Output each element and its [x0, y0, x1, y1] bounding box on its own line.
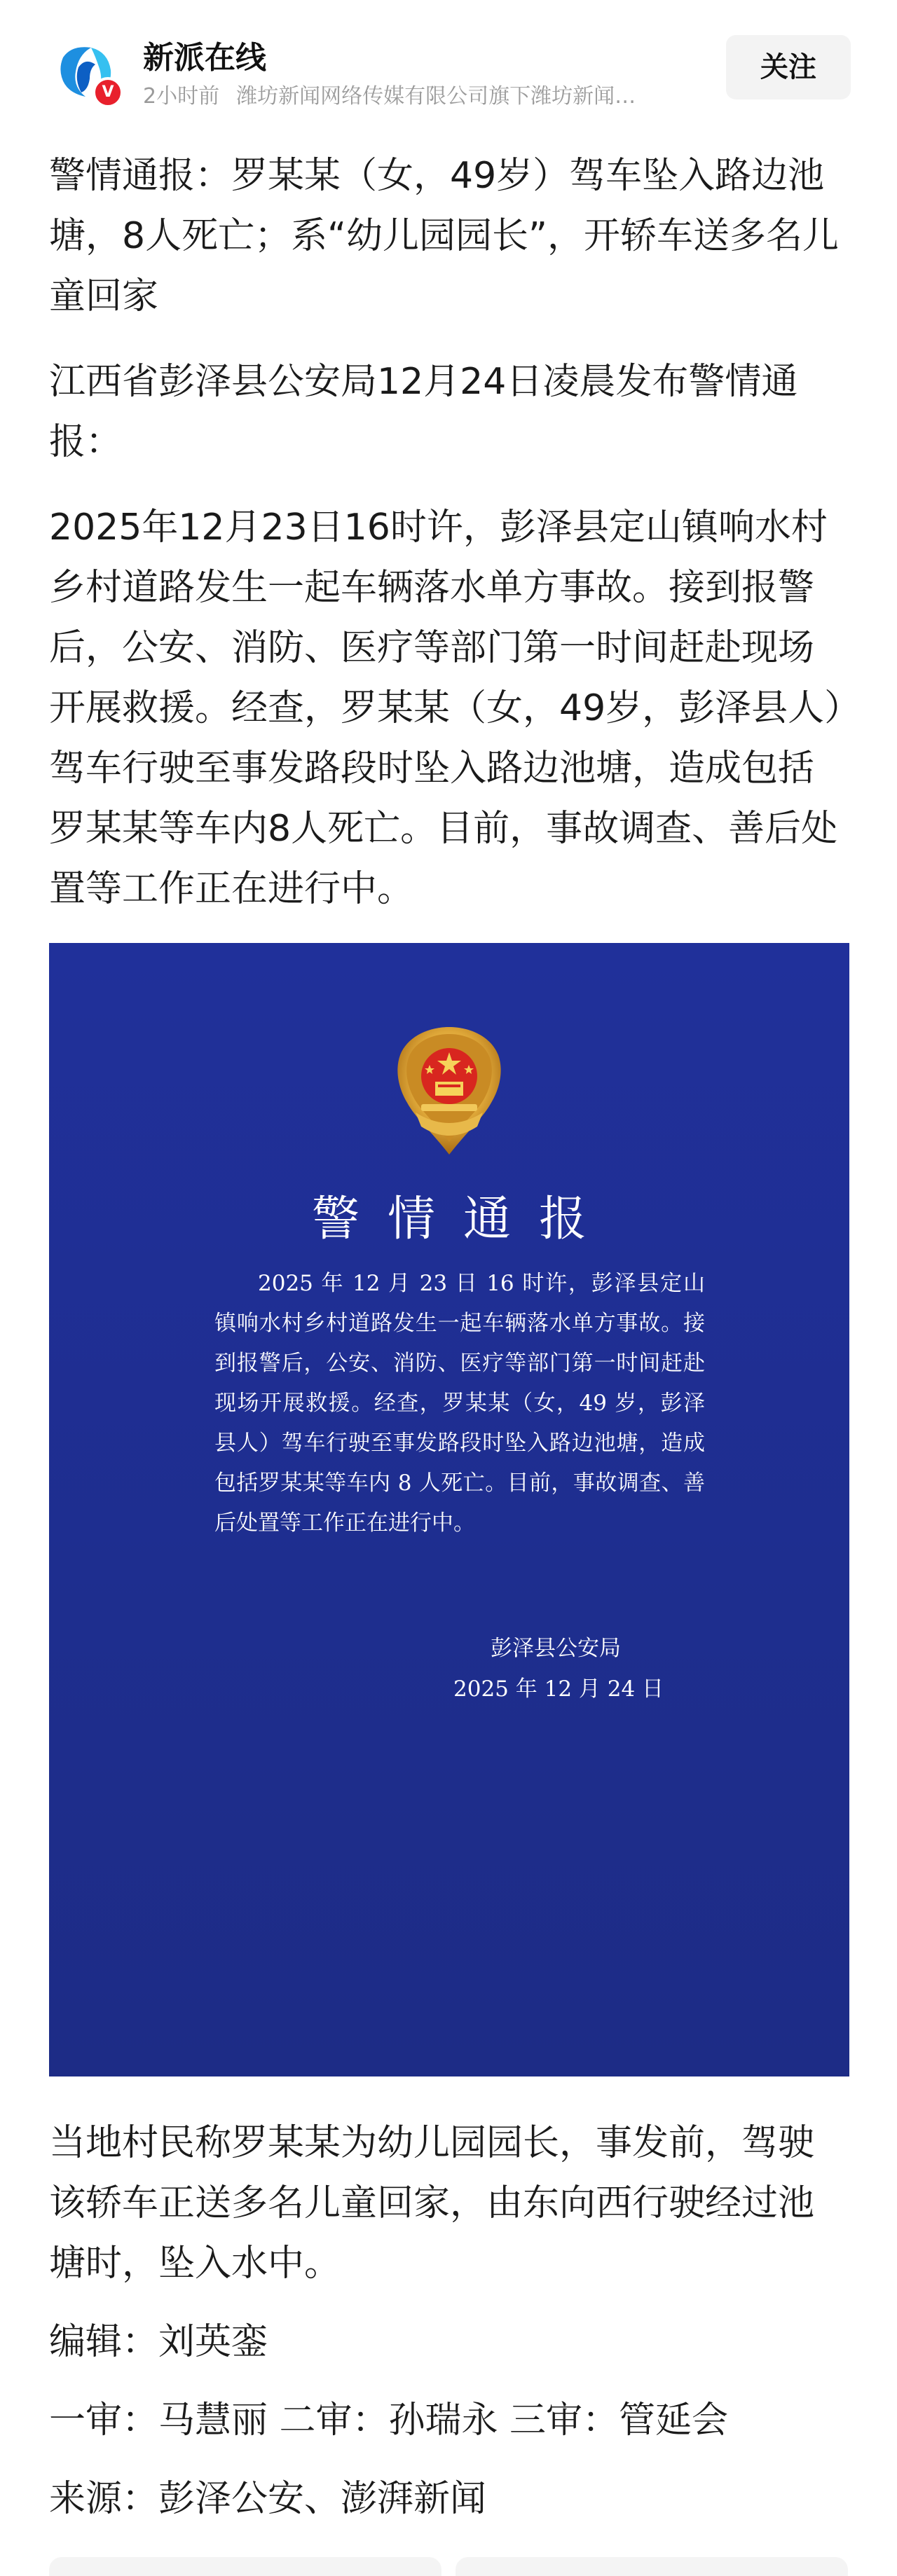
article-intro: 江西省彭泽县公安局12月24日凌晨发布警情通报：	[49, 361, 798, 463]
police-emblem-icon	[379, 1021, 519, 1162]
notice-signature-org: 彭泽县公安局	[491, 1636, 621, 1661]
account-meta	[143, 78, 704, 109]
police-notice-image[interactable]	[49, 943, 849, 2076]
article-footer	[49, 2113, 848, 2529]
related-card[interactable]	[456, 2557, 848, 2576]
notice-title: 警情通报	[311, 1192, 615, 1247]
article-header	[0, 0, 897, 133]
article-content	[49, 133, 848, 919]
account-name[interactable]: 新派在线	[143, 40, 266, 76]
follow-button[interactable]: 关注	[726, 35, 851, 99]
post-time: 2小时前	[143, 84, 220, 109]
article-body: 2025年12月23日16时许，彭泽县定山镇响水村乡村道路发生一起车辆落水单方事故。接到报警后，公安、消防、医疗等部门第一时间赶赴现场开展救援。经查，罗某某（女，49岁，彭泽县人）驾车行驶至事发路段时坠入路边池塘，造成包括罗某某等车内8人死亡。目前，事故调查、善后处置等工作正在进行中。	[49, 507, 843, 910]
related-card[interactable]	[49, 2557, 441, 2576]
article-followup: 当地村民称罗某某为幼儿园园长，事发前，驾驶该轿车正送多名儿童回家，由东向西行驶经过池塘时，坠入水中。	[49, 2122, 815, 2285]
verified-badge-icon: V	[93, 77, 123, 108]
notice-signature-date: 2025 年 12 月 24 日	[453, 1676, 664, 1702]
editor-credit: 编辑：刘英銮	[49, 2321, 268, 2363]
article-title: 警情通报：罗某某（女，49岁）驾车坠入路边池塘，8人死亡；系“幼儿园园长”，开轿车送多名儿童回家	[49, 155, 839, 317]
account-description: 潍坊新闻网络传媒有限公司旗下潍坊新闻…	[236, 84, 636, 109]
reviewer-credit: 一审：马慧丽 二审：孙瑞永 三审：管延会	[49, 2399, 729, 2441]
source-credit: 来源：彭泽公安、澎湃新闻	[49, 2478, 487, 2520]
notice-body: 2025 年 12 月 23 日 16 时许，彭泽县定山镇响水村乡村道路发生一起车辆落水单方事故。接到报警后，公安、消防、医疗等部门第一时间赶赴现场开展救援。经查，罗某某（女，49 岁，彭泽县人）驾车行驶至事发路段时坠入路边池塘，造成包括罗某某等车内 8 人死亡。目前，事故调查、善后处置等工作正在进行中。	[214, 1271, 705, 1536]
bottom-cards-peek	[0, 2557, 897, 2576]
